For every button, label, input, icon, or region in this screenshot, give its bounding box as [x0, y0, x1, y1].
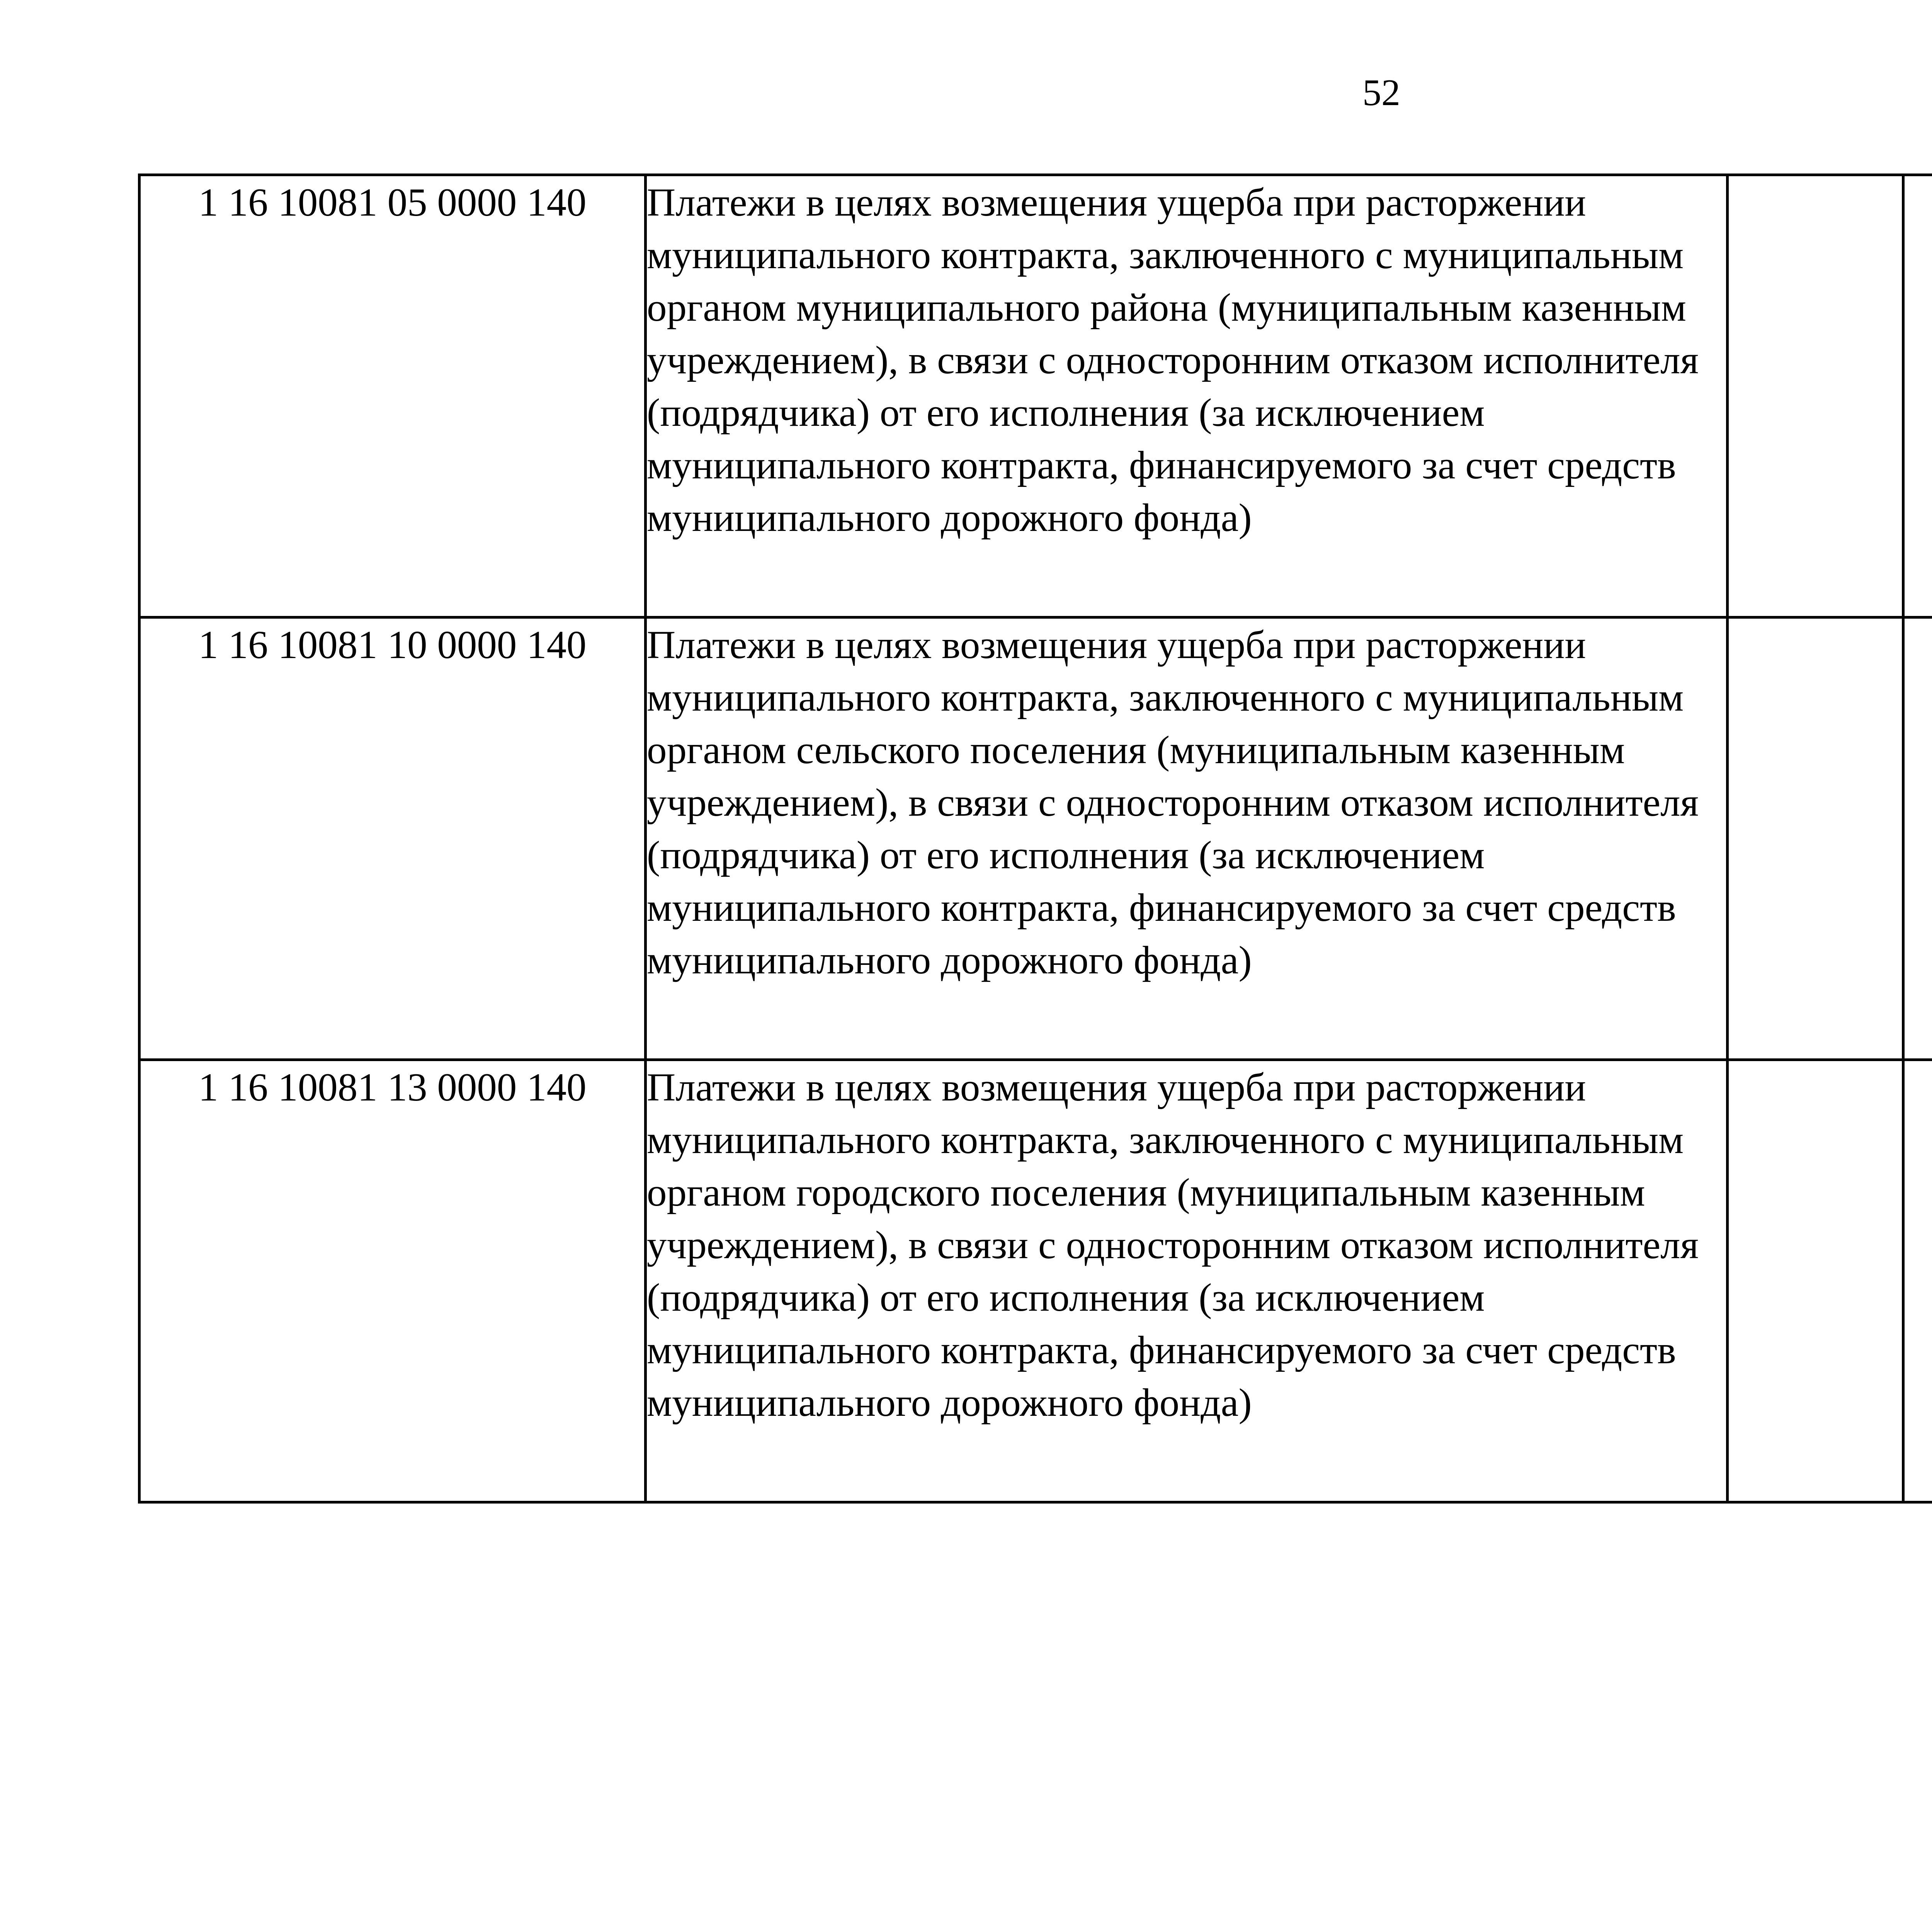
income-name-cell: Платежи в целях возмещения ущерба при расторжении муниципального контракта, заключенного с муниципальным органом муниципального района (муниципальным казенным учреждением), в связи с односторонним отказом исполнителя (подрядчика) от его исполнения (за исключением муниципального контракта, финансируемого за счет средств муниципального дорожного фонда) [646, 175, 1728, 617]
income-name-cell: Платежи в целях возмещения ущерба при расторжении муниципального контракта, заключенного с муниципальным органом сельского поселения (муниципальным казенным учреждением), в связи с односторонним отказом исполнителя (подрядчика) от его исполнения (за исключением муниципального контракта, финансируемого за счет средств муниципального дорожного фонда) [646, 617, 1728, 1060]
income-code-cell: 1 16 10081 10 0000 140 [139, 617, 646, 1060]
page-number: 52 [1362, 72, 1400, 114]
value-cell [1728, 1060, 1903, 1502]
income-code-cell: 1 16 10081 13 0000 140 [139, 1060, 646, 1502]
income-name-cell: Платежи в целях возмещения ущерба при расторжении муниципального контракта, заключенного с муниципальным органом городского поселения (муниципальным казенным учреждением), в связи с односторонним отказом исполнителя (подрядчика) от его исполнения (за исключением муниципального контракта, финансируемого за счет средств муниципального дорожного фонда) [646, 1060, 1728, 1502]
value-cell [1728, 175, 1903, 617]
budget-classification-table [138, 173, 1932, 1504]
table-row [139, 175, 1932, 617]
value-cell [1903, 175, 1932, 617]
value-cell [1903, 1060, 1932, 1502]
table-row [139, 617, 1932, 1060]
income-code-cell: 1 16 10081 05 0000 140 [139, 175, 646, 617]
value-cell [1903, 617, 1932, 1060]
value-cell [1728, 617, 1903, 1060]
table-row [139, 1060, 1932, 1502]
